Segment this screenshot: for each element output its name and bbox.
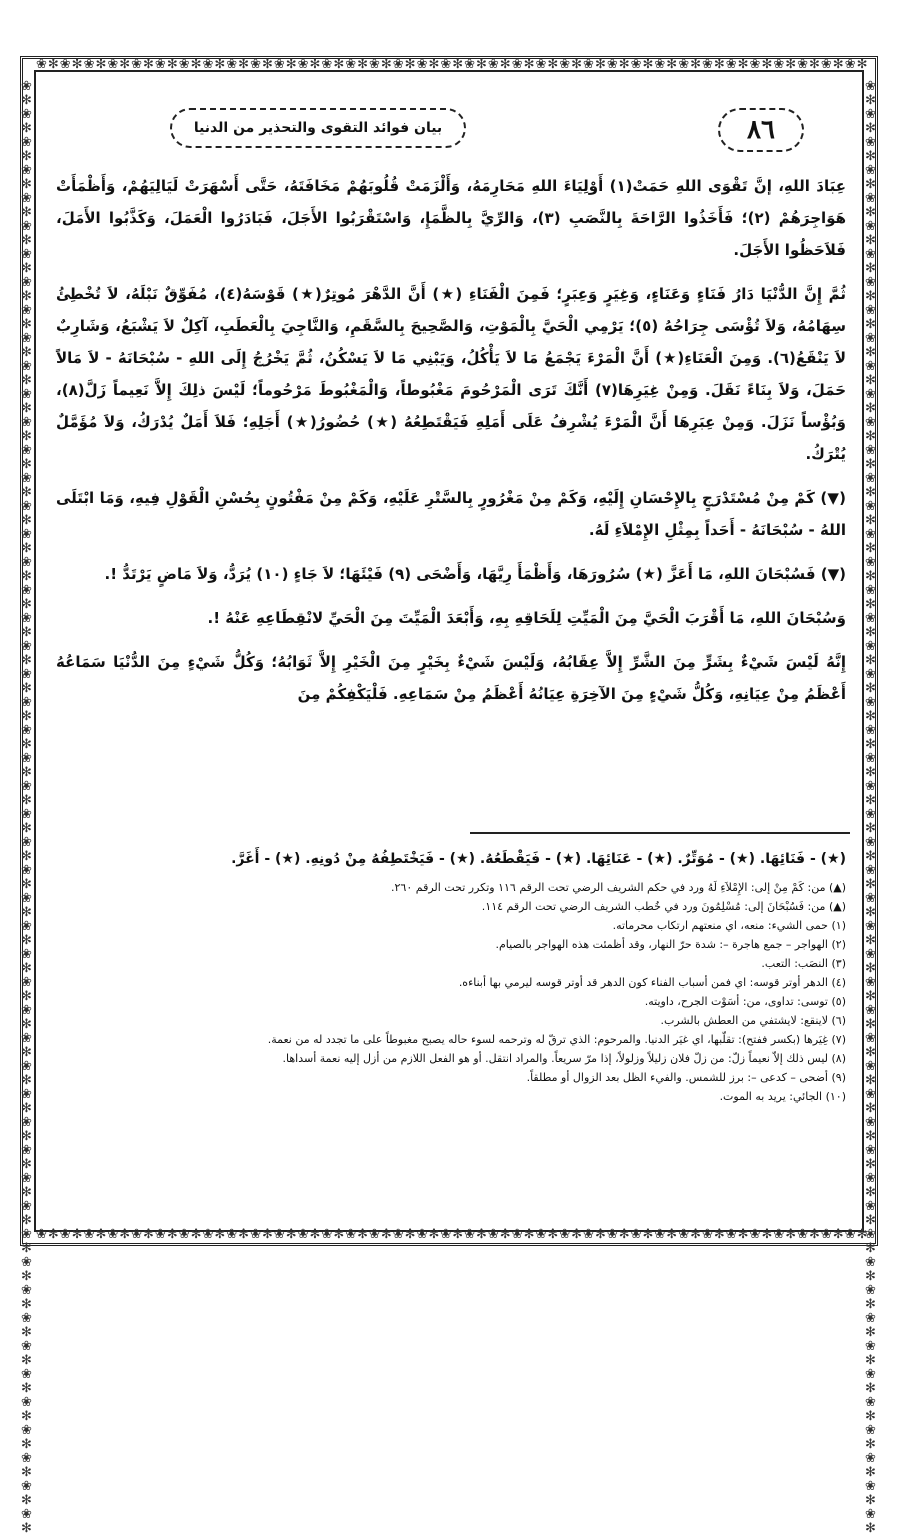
footnote: (٥) توسى: تداوى، من: أسَوْت الجرح، داويته. [644,995,846,1008]
footnote: (٣) النصَب: التعب. [761,957,846,970]
footnote: (٦) لاينقع: لايشتفي من العطش بالشرب. [660,1014,846,1027]
footnote: (٢) الهواجر – جمع هاجرة –: شدة حرّ النهار، وقد أظمئت هذه الهواجر بالصيام. [495,938,846,951]
paragraph: إِنَّهُ لَيْسَ شَيْءٌ بِشَرٍّ مِنَ الشَّرِّ إِلاَّ عِقَابُهُ، وَلَيْسَ شَيْءٌ بِخَيْرٍ مِنَ الْخَيْرِ إِلاَّ ثَوَابُهُ؛ وَكُلُّ شَيْءٍ مِنَ الدُّنْيَا سَمَاعُهُ أَعْظَمُ مِنْ عِيَانِهِ، وَكُلُّ شَيْءٍ مِنَ الآخِرَةِ عِيَانُهُ أَعْظَمُ مِنْ سَمَاعِهِ. فَلْيَكْفِكُمْ مِنَ [56,653,846,703]
paragraph: وَسُبْحَانَ اللهِ، مَا أَقْرَبَ الْحَيَّ مِنَ الْمَيِّتِ لِلَحَاقِهِ بِهِ، وَأَبْعَدَ الْمَيِّتَ مِنَ الْحَيِّ لانْقِطَاعِهِ عَنْهُ !. [207,609,846,627]
paragraph: (▼) كَمْ مِنْ مُسْتَدْرَجٍ بِالإِحْسَانِ إِلَيْهِ، وَكَمْ مِنْ مَغْرُورٍ بِالسَّتْرِ عَلَيْهِ، وَكَمْ مِنْ مَفْتُونٍ بِحُسْنِ الْقَوْلِ فِيهِ، وَمَا ابْتَلَى اللهُ - سُبْحَانَهُ - أَحَداً بِمِثْلِ الإِمْلاَءِ لَهُ. [56,489,846,539]
paragraph: ثُمَّ إِنَّ الدُّنْيَا دَارُ فَنَاءٍ وَعَنَاءٍ، وَغِيَرٍ وَعِبَرٍ؛ فَمِنَ الْفَنَاءِ (★) أَنَّ الدَّهْرَ مُوتِرٌ(★) قَوْسَهُ(٤)، مُفَوِّقٌ نَبْلَهُ، لاَ تُخْطِئُ سِهَامُهُ، وَلاَ تُؤْسَى جِرَاحُهُ (٥)؛ يَرْمِي الْحَيَّ بِالْمَوْتِ، وَالصَّحِيحَ بِالسَّقَمِ، وَالنَّاجِيَ بِالْعَطَبِ، آكِلٌ لاَ يَشْبَعُ، وَشَارِبٌ لاَ يَنْقَعُ(٦). وَمِنَ الْعَنَاءِ(★) أَنَّ الْمَرْءَ يَجْمَعُ مَا لاَ يَأْكُلُ، وَيَبْنِي مَا لاَ يَسْكُنُ، ثُمَّ يَخْرُجُ إِلَى اللهِ - سُبْحَانَهُ - لاَ مَالاً حَمَلَ، وَلاَ بِنَاءً نَقَلَ. وَمِنْ غِيَرِهَا(٧) أَنَّكَ تَرَى الْمَرْحُومَ مَغْبُوطاً، وَالْمَغْبُوطَ مَرْحُوماً؛ لَيْسَ ذلِكَ إِلاَّ نَعِيماً زَلَّ(٨)، وَبُؤْساً نَزَلَ. وَمِنْ عِبَرِهَا أَنَّ الْمَرْءَ يُشْرِفُ عَلَى أَمَلِهِ فَيَقْتَطِعُهُ (★) حُضُورُ(★) أَجَلِهِ؛ فَلاَ أَمَلٌ يُدْرَكُ، وَلاَ مُؤَمَّلٌ يُتْرَكُ. [56,285,847,463]
footnotes [56,846,846,1106]
variant-readings: (★) - فَنَائِهَا. (★) - مُوَتِّرٌ. (★) - عَنَائِهَا. (★) - فَيَقْطَعُهُ. (★) - فَيَخْتَطِفُهُ مِنْ دُونِهِ. (★) - أَغَرَّ. [231,851,846,867]
border-ornament-bottom: ❀✻❀✻❀✻❀✻❀✻❀✻❀✻❀✻❀✻❀✻❀✻❀✻❀✻❀✻❀✻❀✻❀✻❀✻❀✻❀✻❀✻❀✻❀✻❀✻❀✻❀✻❀✻❀✻❀✻❀✻❀✻❀✻❀✻❀✻❀✻ [36,1227,869,1242]
paragraph: عِبَادَ اللهِ، إنَّ تَقْوَى اللهِ حَمَتْ(١) أَوْلِيَاءَ اللهِ مَحَارِمَهُ، وَأَلْزَمَتْ قُلُوبَهُمْ مَخَافَتَهُ، حَتَّى أَسْهَرَتْ لَيَالِيَهُمْ، وَأَظْمَأَتْ هَوَاجِرَهُمْ (٢)؛ فَأَخَذُوا الرَّاحَةَ بِالنَّصَبِ (٣)، وَالرِّيَّ بِالظَّمَإِ، وَاسْتَقْرَبُوا الأَجَلَ، فَبَادَرُوا الْعَمَلَ، وَكَذَّبُوا الأَمَلَ، فَلاَحَظُوا الأَجَلَ. [56,177,846,259]
footnote: (١٠) الجائي: يريد به الموت. [719,1090,846,1103]
footnote: (٧) غِيَرها (بكسر ففتح): تقلّبها، اي غيَر الدنيا. والمرحوم: الذي ترقّ له وترحمه لسوء حاله يصبح مغبوطاً على ما تجدد له من نعمة. [267,1033,846,1046]
footnote: (١) حمى الشيء: منعه، اي منعتهم ارتكاب محرماته. [612,919,846,932]
running-header [170,108,466,148]
footnote: (٩) أضحى – كدعى –: برز للشمس. والفيء الظل بعد الزوال أو مطلقاً. [526,1071,846,1084]
running-header-title: بيان فوائد التقوى والتحذير من الدنيا [193,120,443,136]
footnote: (▲) من: فَسُبْحَانَ إلى: مُسْلِمُونَ ورد في خُطب الشريف الرضي تحت الرقم ١١٤. [481,900,846,913]
footnote: (٨) ليس ذلك إلاّ نعيماً زلّ: من زلّ فلان زليلاً وزلولاً، إذا مرّ سريعاً. والمراد انتقل. أو هو الفعل اللازم من أزل إليه نعمة أسداها. [282,1052,846,1065]
border-ornament-top: ❀✻❀✻❀✻❀✻❀✻❀✻❀✻❀✻❀✻❀✻❀✻❀✻❀✻❀✻❀✻❀✻❀✻❀✻❀✻❀✻❀✻❀✻❀✻❀✻❀✻❀✻❀✻❀✻❀✻❀✻❀✻❀✻❀✻❀✻❀✻ [36,57,869,72]
footnote-separator [470,832,850,834]
footnote: (٤) الدهر أوتر قوسه: اي فمن أسباب الفناء كون الدهر قد أوتر قوسه ليرمي بها أبناءه. [458,976,846,989]
page-number-badge [718,108,804,152]
border-ornament-right: ❀✻❀✻❀✻❀✻❀✻❀✻❀✻❀✻❀✻❀✻❀✻❀✻❀✻❀✻❀✻❀✻❀✻❀✻❀✻❀✻❀✻❀✻❀✻❀✻❀✻❀✻❀✻❀✻❀✻❀✻❀✻❀✻❀✻❀✻❀✻❀✻❀✻❀✻❀✻❀✻❀✻❀✻❀✻❀✻❀✻❀✻❀✻❀✻❀✻❀✻❀✻❀✻ [865,79,877,1536]
main-text [56,170,846,722]
footnote: (▲) من: كَمْ مِنْ إلى: الإِمْلاَءِ لَهُ ورد في حكم الشريف الرضي تحت الرقم ١١٦ وتكرر تحت الرقم ٢٦٠. [391,881,846,894]
paragraph: (▼) فَسُبْحَانَ اللهِ، مَا أَعَزَّ (★) سُرُورَهَا، وَأَظْمَأَ رِيَّهَا، وَأَضْحَى (٩) فَيْئَهَا؛ لاَ جَاءٍ (١٠) يُرَدُّ، وَلاَ مَاضٍ يَرْتَدُّ !. [104,565,846,583]
page-number: ٨٦ [747,115,775,145]
border-ornament-left: ❀✻❀✻❀✻❀✻❀✻❀✻❀✻❀✻❀✻❀✻❀✻❀✻❀✻❀✻❀✻❀✻❀✻❀✻❀✻❀✻❀✻❀✻❀✻❀✻❀✻❀✻❀✻❀✻❀✻❀✻❀✻❀✻❀✻❀✻❀✻❀✻❀✻❀✻❀✻❀✻❀✻❀✻❀✻❀✻❀✻❀✻❀✻❀✻❀✻❀✻❀✻❀✻ [21,79,33,1536]
